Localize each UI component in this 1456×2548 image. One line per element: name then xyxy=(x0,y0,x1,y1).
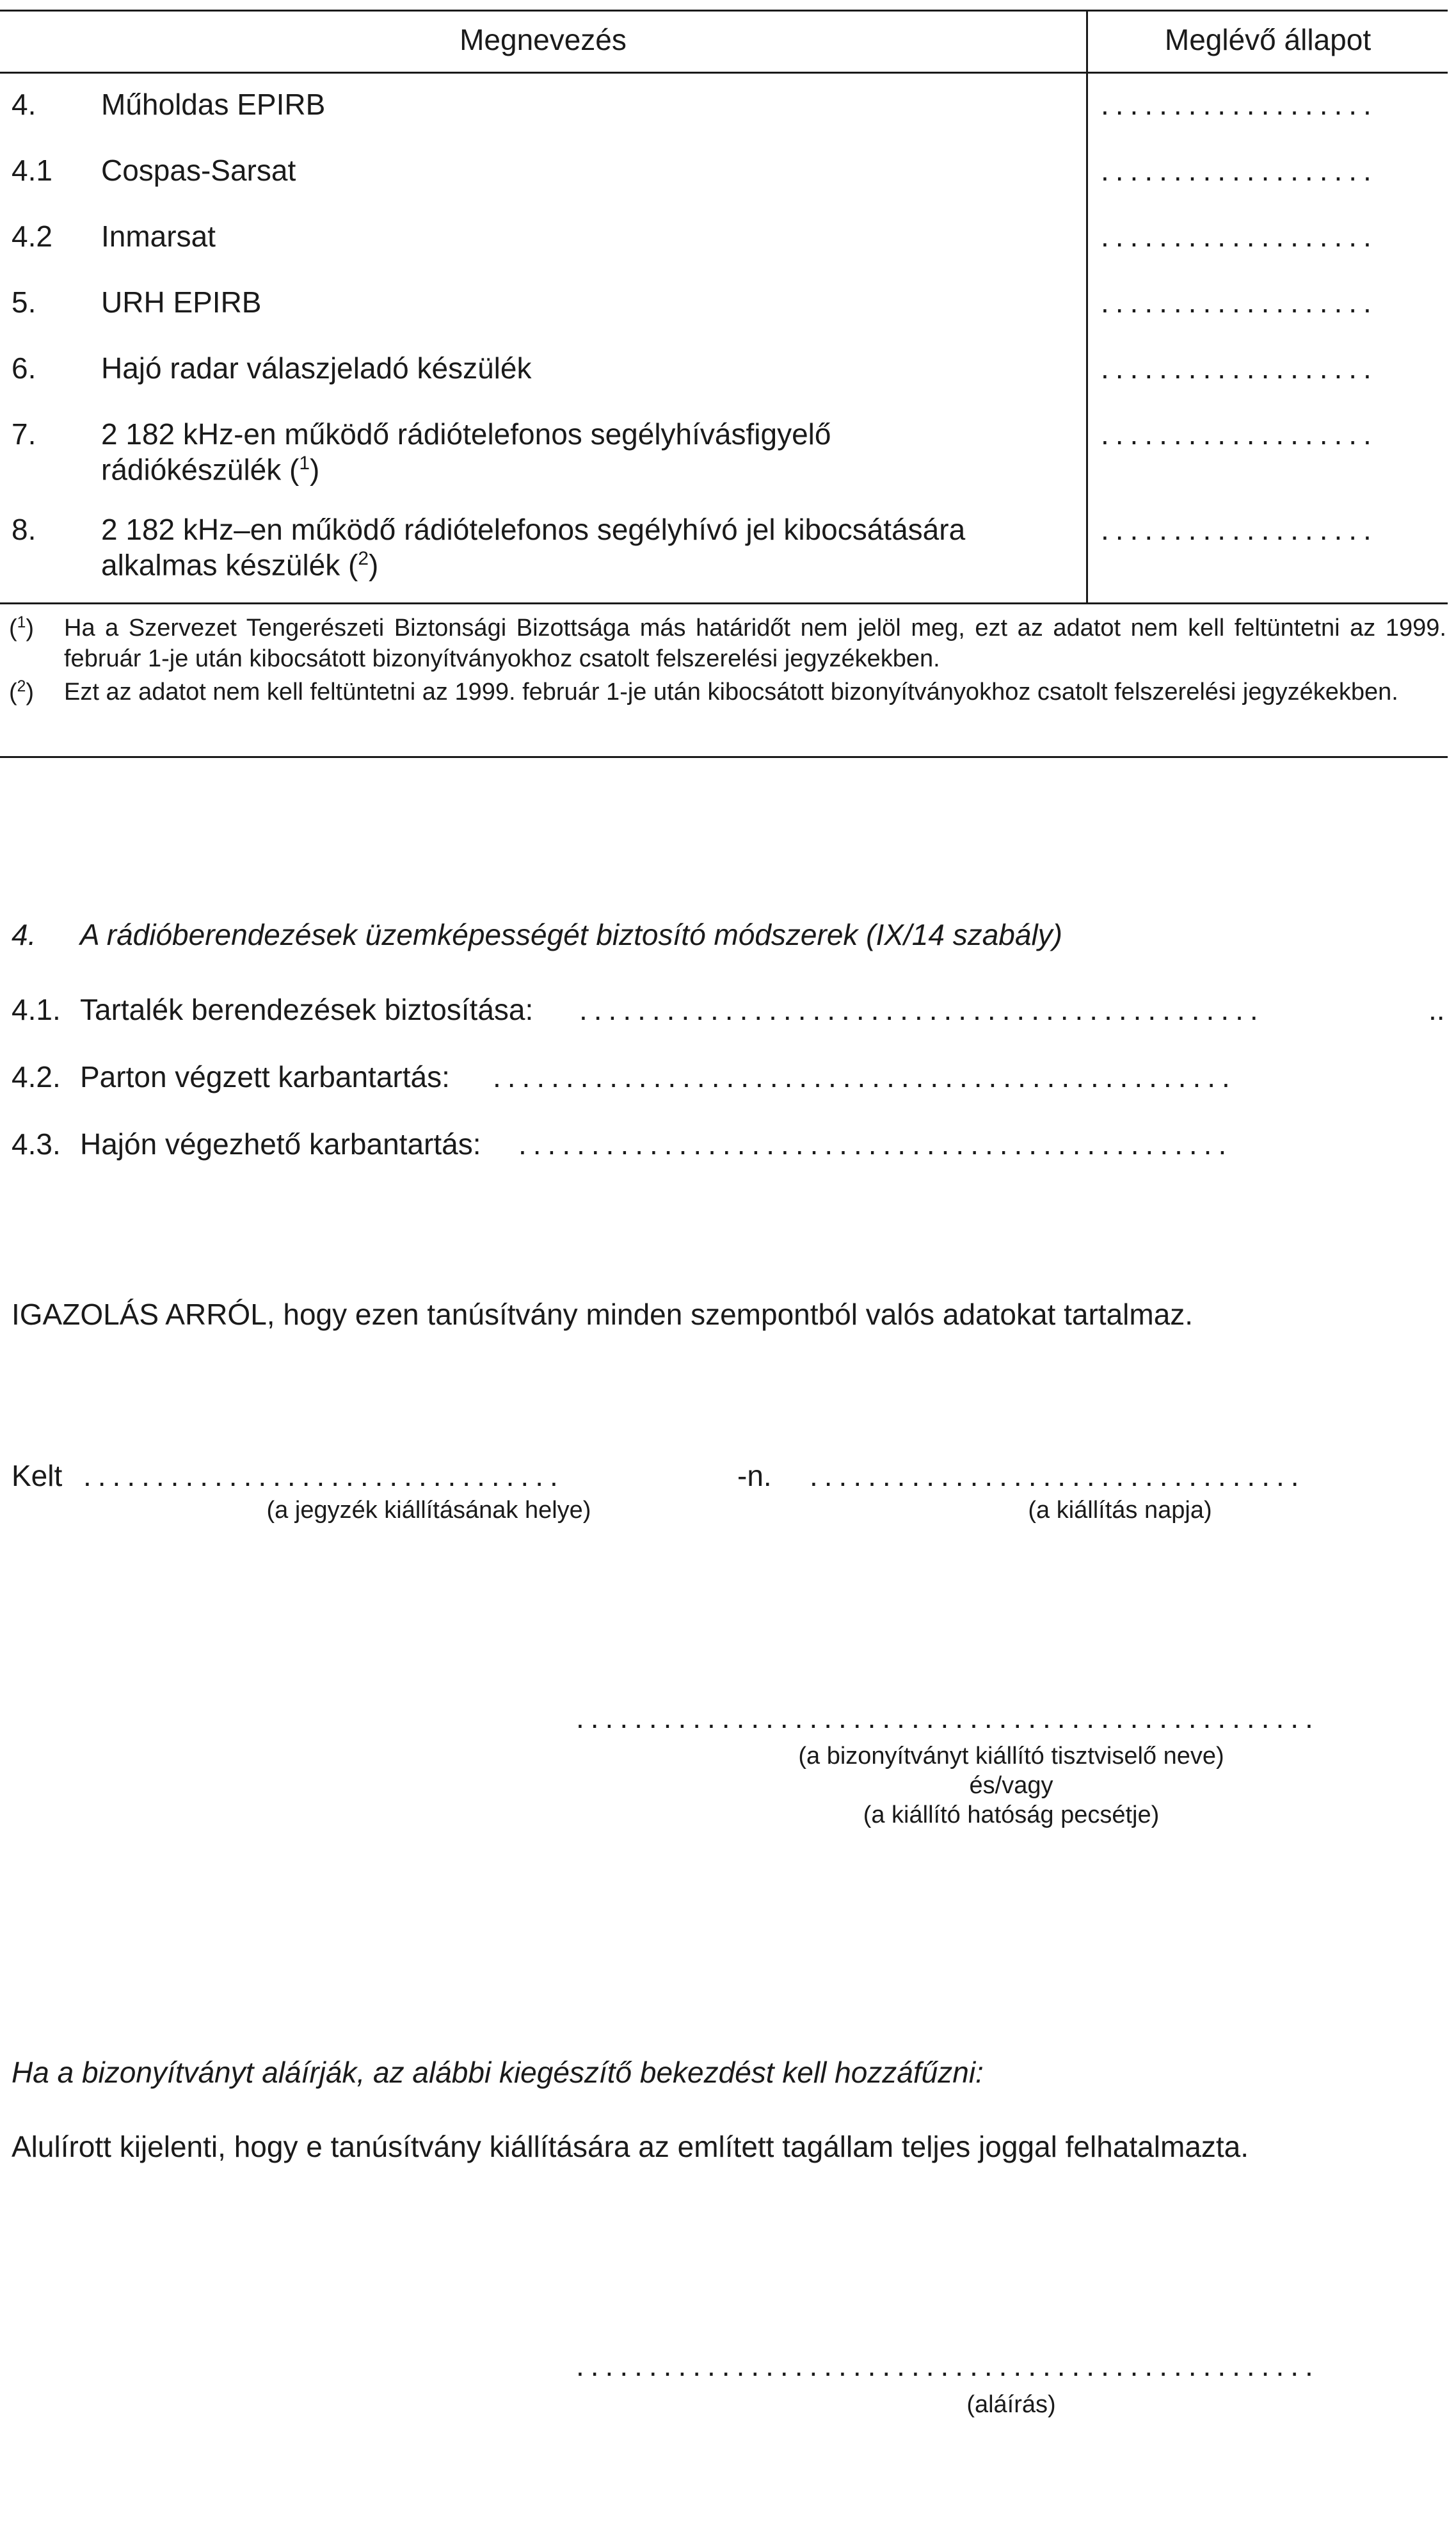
official-stamp-caption: (a kiállító hatóság pecsétje) xyxy=(863,1802,1160,1828)
official-dots: ................................................... xyxy=(576,1701,1320,1734)
row-value-dots: ................... xyxy=(1101,88,1378,121)
place-suffix: -n. xyxy=(737,1459,772,1492)
item-label: Hajón végezhető karbantartás: xyxy=(80,1127,481,1161)
row-value-dots: ................... xyxy=(1101,513,1378,546)
row-number: 5. xyxy=(12,286,36,319)
row-value-dots: ................... xyxy=(1101,417,1378,451)
section-title: A rádióberendezések üzemképességét biztosító módszerek (IX/14 szabály) xyxy=(80,918,1062,951)
row-label xyxy=(101,417,1061,488)
item-dots: ............................................... xyxy=(579,993,1265,1026)
item-label: Parton végzett karbantartás: xyxy=(80,1060,450,1093)
footnote-text: Ezt az adatot nem kell feltüntetni az 1999. február 1-je után kibocsátott bizonyítványokhoz csatolt felszerelési jegyzékekben. xyxy=(64,679,1398,706)
item-number: 4.3. xyxy=(12,1127,61,1161)
table-bottom-rule xyxy=(0,602,1448,604)
place-dots: ................................. xyxy=(83,1459,564,1492)
header-status: Meglévő állapot xyxy=(1164,23,1372,56)
row-number: 4. xyxy=(12,88,36,121)
row-value-dots: ................... xyxy=(1101,286,1378,319)
row-label: URH EPIRB xyxy=(101,286,262,319)
signature-note: Ha a bizonyítványt aláírják, az alábbi kiegészítő bekezdést kell hozzáfűzni: xyxy=(12,2056,984,2089)
section-number: 4. xyxy=(12,918,36,951)
item-dots: ................................................... xyxy=(493,1060,1236,1093)
certification-statement: IGAZOLÁS ARRÓL, hogy ezen tanúsítvány minden szempontból valós adatokat tartalmaz. xyxy=(12,1298,1194,1331)
official-andor-caption: és/vagy xyxy=(969,1772,1053,1799)
table-top-rule xyxy=(0,10,1448,12)
official-name-caption: (a bizonyítványt kiállító tisztviselő neve) xyxy=(798,1743,1224,1770)
row-number: 7. xyxy=(12,417,36,451)
row-label-line1: 2 182 kHz–en működő rádiótelefonos segélyhívó jel kibocsátására xyxy=(101,513,966,546)
footnote-marker: ($^2$) xyxy=(9,678,35,706)
table-header-rule xyxy=(0,72,1448,74)
kelt-label: Kelt xyxy=(12,1459,63,1492)
footnote-ref: 1 xyxy=(299,453,310,474)
row-number: 6. xyxy=(12,351,36,385)
row-number: 4.1 xyxy=(12,154,52,187)
row-label-line1: 2 182 kHz-en működő rádiótelefonos segélyhívásfigyelő xyxy=(101,417,831,451)
row-label: Műholdas EPIRB xyxy=(101,88,326,121)
row-label: Hajó radar válaszjeladó készülék xyxy=(101,351,532,385)
date-dots: .................................. xyxy=(810,1459,1306,1492)
header-name: Megnevezés xyxy=(460,23,627,56)
item-dots-tail: .. xyxy=(1428,993,1445,1026)
row-label xyxy=(101,512,1074,583)
date-caption: (a kiállítás napja) xyxy=(1028,1497,1212,1524)
row-label: Cospas-Sarsat xyxy=(101,154,296,187)
table-column-divider xyxy=(1086,10,1088,604)
footnote-text: Ha a Szervezet Tengerészeti Biztonsági Bizottsága más határidőt nem jelöl meg, ezt az adatot nem kell feltüntetni az 1999. február 1-je után kibocsátott bizonyítványokhoz csatolt felszerelési jegyzékekben. xyxy=(64,615,1446,672)
authorization-statement: Alulírott kijelenti, hogy e tanúsítvány kiállítására az említett tagállam teljes joggal felhatalmazta. xyxy=(12,2130,1249,2163)
row-value-dots: ................... xyxy=(1101,154,1378,187)
footnote-bottom-rule xyxy=(0,756,1448,758)
footnote-marker: ($^1$) xyxy=(9,614,35,642)
item-number: 4.2. xyxy=(12,1060,61,1093)
row-number: 8. xyxy=(12,513,36,546)
row-label-line2: rádiókészülék ($^1$) xyxy=(101,453,320,487)
place-caption: (a jegyzék kiállításának helye) xyxy=(266,1497,591,1524)
signature-caption: (aláírás) xyxy=(966,2391,1056,2418)
row-value-dots: ................... xyxy=(1101,220,1378,253)
item-dots: ................................................. xyxy=(518,1127,1233,1161)
item-label: Tartalék berendezések biztosítása: xyxy=(80,993,534,1026)
row-label: Inmarsat xyxy=(101,220,216,253)
signature-dots: ................................................... xyxy=(576,2349,1320,2382)
row-number: 4.2 xyxy=(12,220,52,253)
footnote-ref: 2 xyxy=(358,548,369,570)
row-value-dots: ................... xyxy=(1101,351,1378,385)
row-label-line2: alkalmas készülék ($^2$) xyxy=(101,548,379,582)
item-number: 4.1. xyxy=(12,993,61,1026)
